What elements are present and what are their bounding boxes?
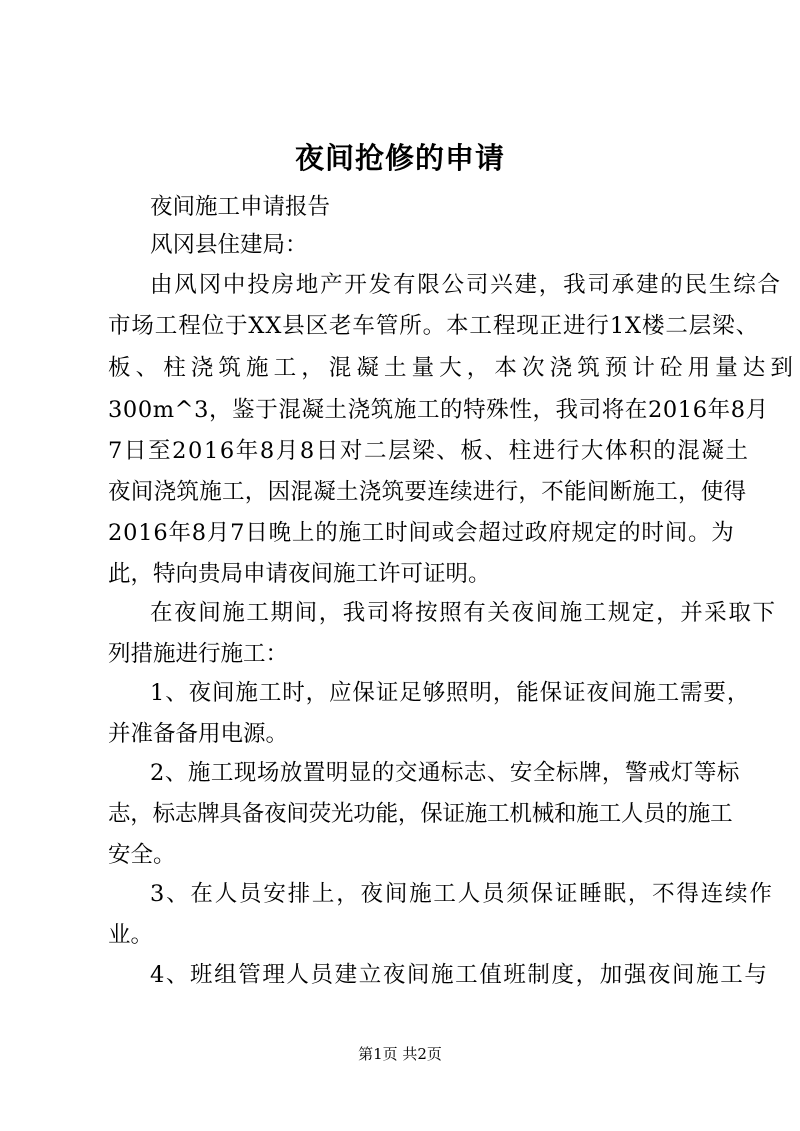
paragraph-line: 由风冈中投房地产开发有限公司兴建，我司承建的民生综合 [150, 272, 782, 298]
paragraph-line: 7日至2016年8月8日对二层梁、板、柱进行大体积的混凝土 [108, 438, 750, 464]
paragraph-line: 此，特向贵局申请夜间施工许可证明。 [108, 561, 491, 587]
paragraph-line: 2016年8月7日晚上的施工时间或会超过政府规定的时间。为 [108, 520, 735, 546]
list-item-line: 4、班组管理人员建立夜间施工值班制度，加强夜间施工与 [150, 962, 769, 988]
paragraph-line: 市场工程位于XX县区老车管所。本工程现正进行1X楼二层梁、 [108, 313, 759, 339]
paragraph-line: 列措施进行施工： [108, 641, 289, 667]
page-footer: 第1页 共2页 [358, 1045, 442, 1063]
list-item-line: 志，标志牌具备夜间荧光功能，保证施工机械和施工人员的施工 [108, 801, 733, 827]
paragraph-line: 板、柱浇筑施工，混凝土量大，本次浇筑预计砼用量达到 [108, 355, 799, 381]
list-item-line: 3、在人员安排上，夜间施工人员须保证睡眠，不得连续作 [150, 881, 774, 907]
document-title: 夜间抢修的申请 [294, 141, 505, 175]
paragraph-line: 300m^3，鉴于混凝土浇筑施工的特殊性，我司将在2016年8月 [108, 397, 769, 423]
paragraph-line: 夜间浇筑施工，因混凝土浇筑要连续进行，不能间断施工，使得 [108, 479, 747, 505]
list-item-line: 安全。 [108, 842, 176, 868]
report-heading: 夜间施工申请报告 [150, 194, 331, 220]
list-item-line: 业。 [108, 922, 154, 948]
list-item-line: 1、夜间施工时，应保证足够照明，能保证夜间施工需要， [150, 680, 751, 706]
list-item-line: 2、施工现场放置明显的交通标志、安全标牌，警戒灯等标 [150, 760, 740, 786]
paragraph-line: 在夜间施工期间，我司将按照有关夜间施工规定，并采取下 [150, 600, 777, 626]
addressee: 风冈县住建局： [150, 232, 308, 258]
list-item-line: 并准备备用电源。 [108, 721, 289, 747]
